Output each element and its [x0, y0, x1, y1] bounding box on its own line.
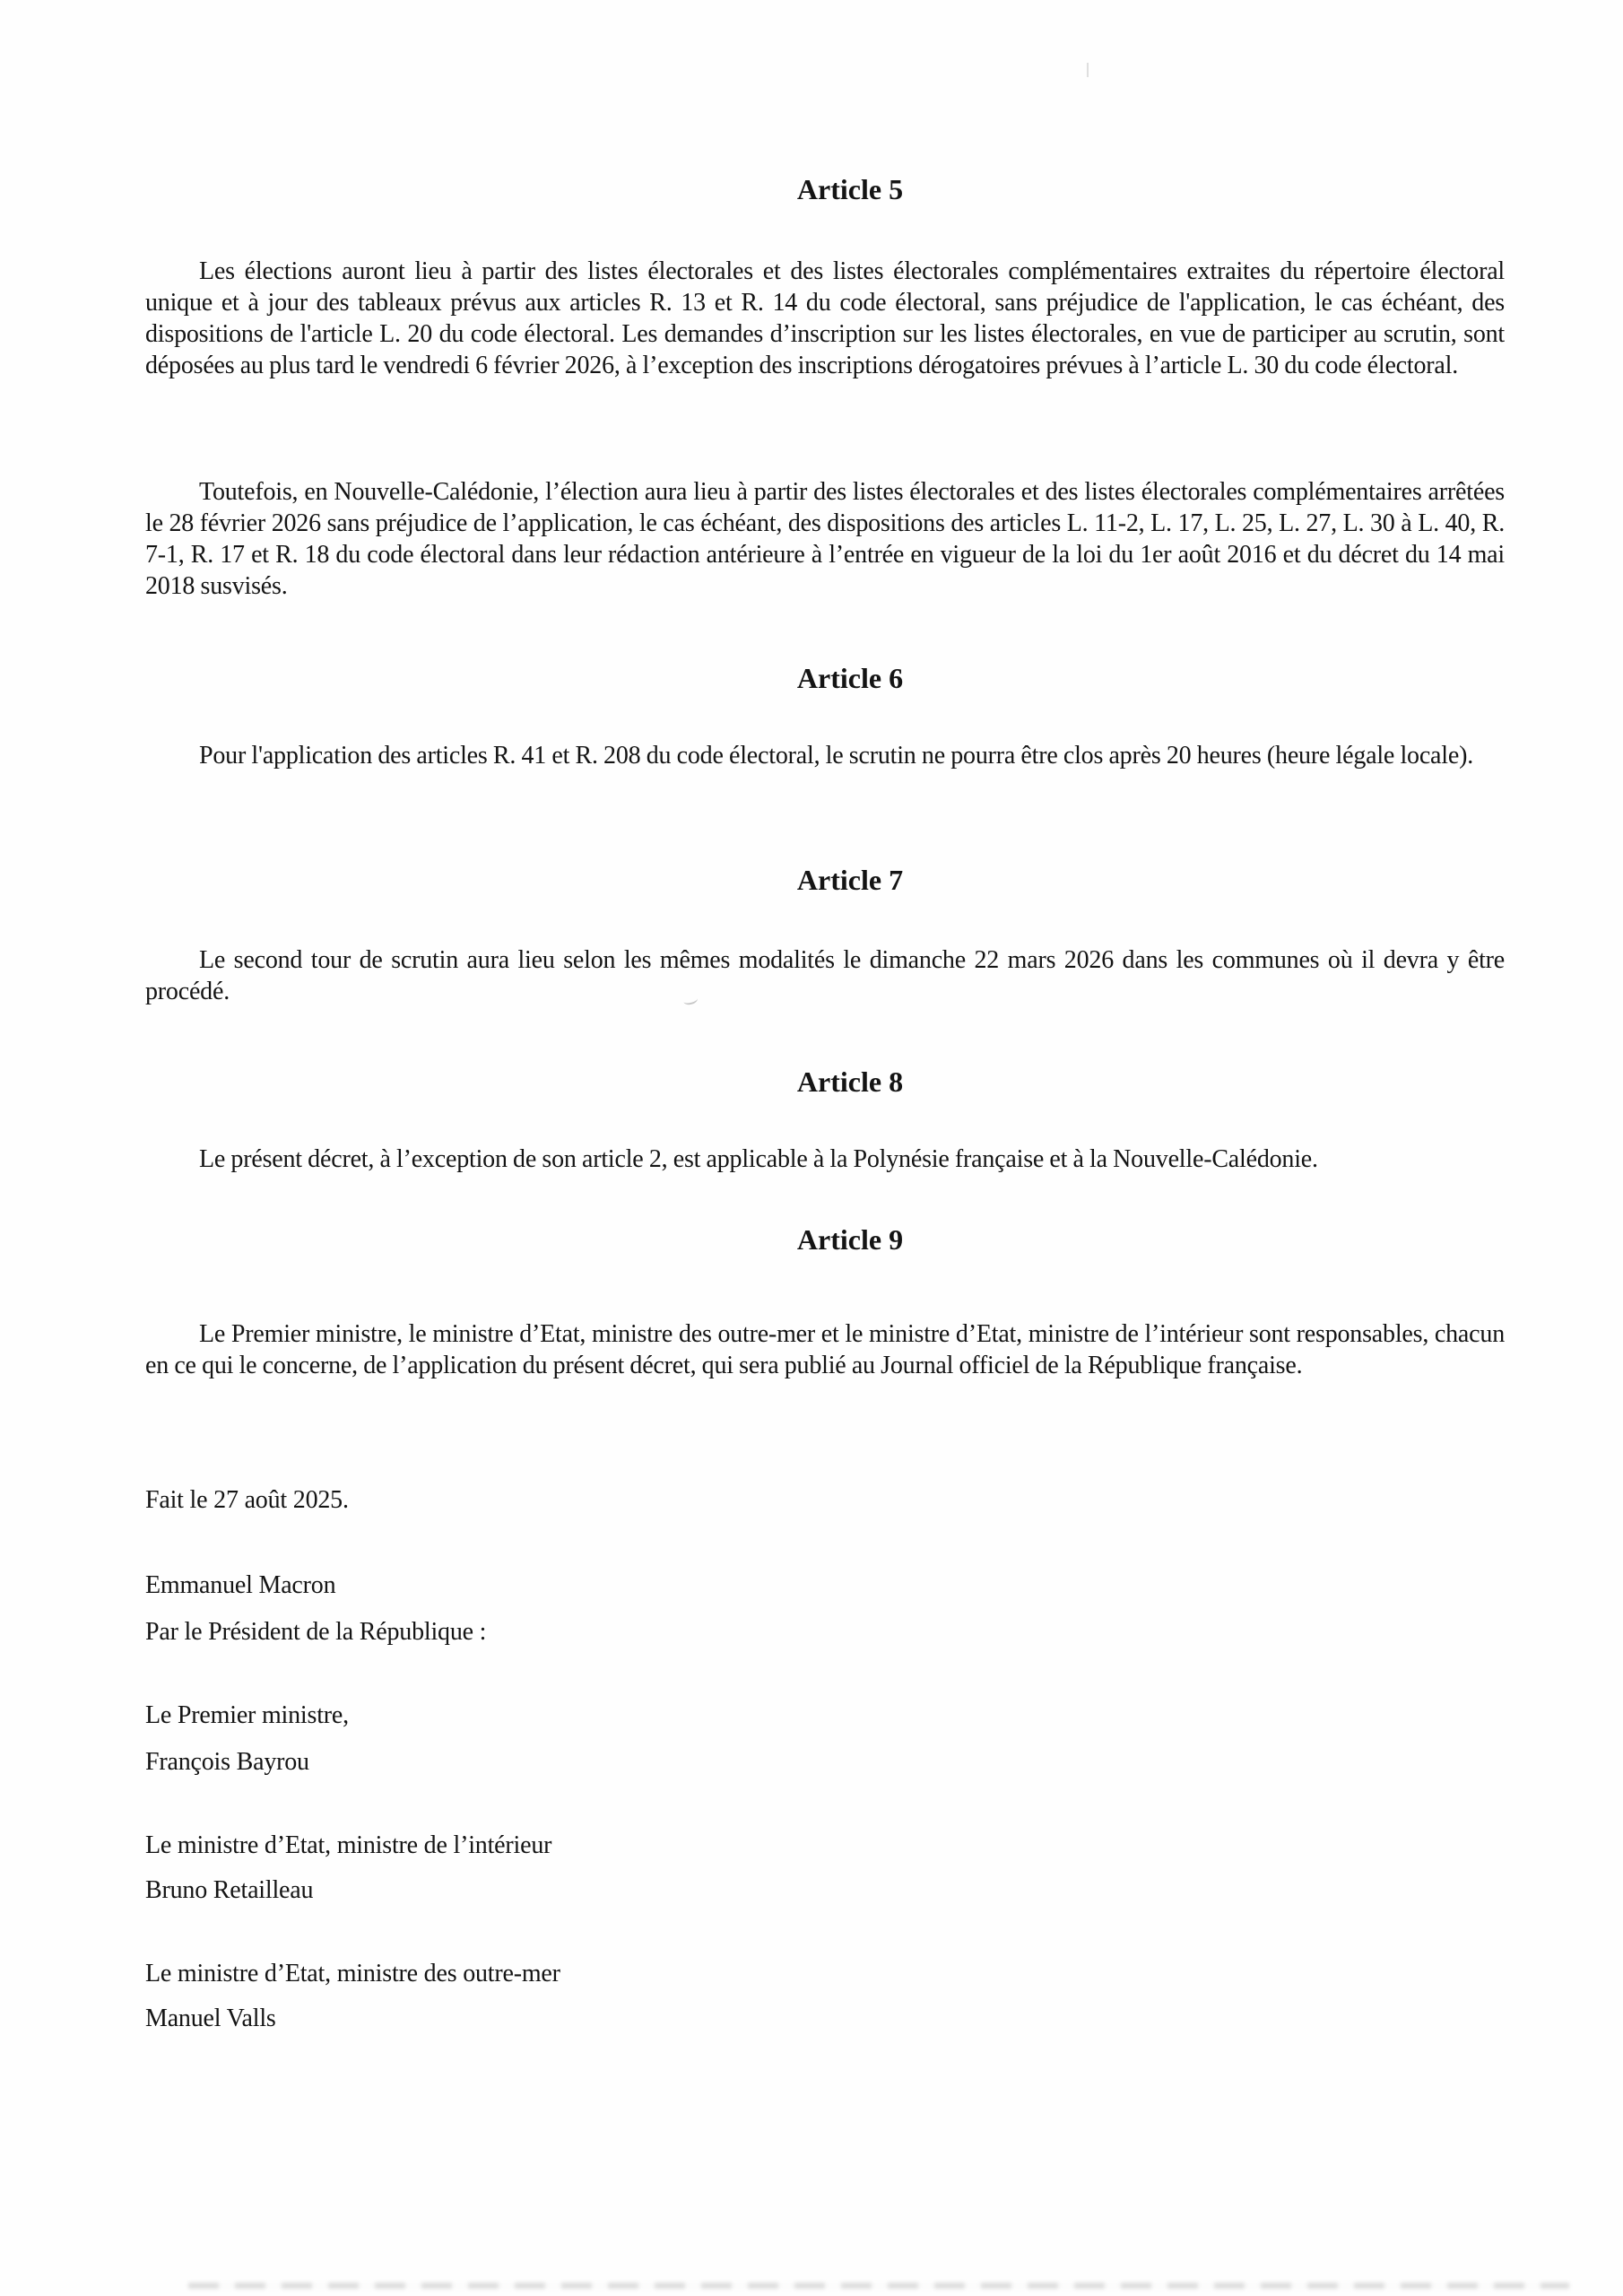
- article-5-paragraph-2: Toutefois, en Nouvelle-Calédonie, l’élection aura lieu à partir des listes électorales et des listes électorales complémentaires arrêtées le 28 février 2026 sans préjudice de l’application, le cas échéant, des dispositions des articles L. 11-2, L. 17, L. 25, L. 27, L. 30 à L. 40, R. 7-1, R. 17 et R. 18 du code électoral dans leur rédaction antérieure à l’entrée en vigueur de la loi du 1er août 2016 et du décret du 14 mai 2018 susvisés.: [145, 478, 1505, 600]
- article-5-paragraph-1: Les élections auront lieu à partir des listes électorales et des listes électorales complémentaires extraites du répertoire électoral unique et à jour des tableaux prévus aux articles R. 13 et R. 14 du code électoral, sans préjudice de l'application, le cas échéant, des dispositions de l'article L. 20 du code électoral. Les demandes d’inscription sur les listes électorales, en vue de participer au scrutin, sont déposées au plus tard le vendredi 6 février 2026, à l’exception des inscriptions dérogatoires prévues à l’article L. 30 du code électoral.: [145, 257, 1505, 379]
- signatory-outremer-role: Le ministre d’Etat, ministre des outre-mer: [145, 1960, 560, 1987]
- scan-artifact-bottom-band: [188, 2283, 1569, 2289]
- article-9-paragraph-1: Le Premier ministre, le ministre d’Etat, ministre des outre-mer et le ministre d’Etat, ministre de l’intérieur sont responsables, chacun en ce qui le concerne, de l’application du présent décret, qui sera publié au Journal officiel de la République française.: [145, 1320, 1505, 1379]
- signatory-pm-role: Le Premier ministre,: [145, 1701, 349, 1729]
- article-5-heading: Article 5: [796, 172, 904, 205]
- text-column: [145, 0, 1505, 2296]
- signatory-outremer-name: Manuel Valls: [145, 2005, 276, 2032]
- article-8-heading: Article 8: [796, 1065, 904, 1098]
- article-7-paragraph-1: Le second tour de scrutin aura lieu selon les mêmes modalités le dimanche 22 mars 2026 dans les communes où il devra y être procédé.: [145, 946, 1505, 1005]
- article-9-heading: Article 9: [796, 1222, 904, 1256]
- article-8-paragraph-1: Le présent décret, à l’exception de son article 2, est applicable à la Polynésie française et à la Nouvelle-Calédonie.: [199, 1145, 1318, 1173]
- president-intro-line: Par le Président de la République :: [145, 1618, 487, 1646]
- president-signature-name: Emmanuel Macron: [145, 1571, 336, 1599]
- date-line: Fait le 27 août 2025.: [145, 1486, 349, 1514]
- article-6-paragraph-1: Pour l'application des articles R. 41 et R. 208 du code électoral, le scrutin ne pourra être clos après 20 heures (heure légale locale).: [199, 742, 1474, 770]
- signatory-interior-name: Bruno Retailleau: [145, 1876, 314, 1904]
- signatory-interior-role: Le ministre d’Etat, ministre de l’intérieur: [145, 1831, 552, 1859]
- signatory-pm-name: François Bayrou: [145, 1748, 309, 1776]
- article-6-heading: Article 6: [796, 661, 904, 694]
- article-7-heading: Article 7: [796, 863, 904, 896]
